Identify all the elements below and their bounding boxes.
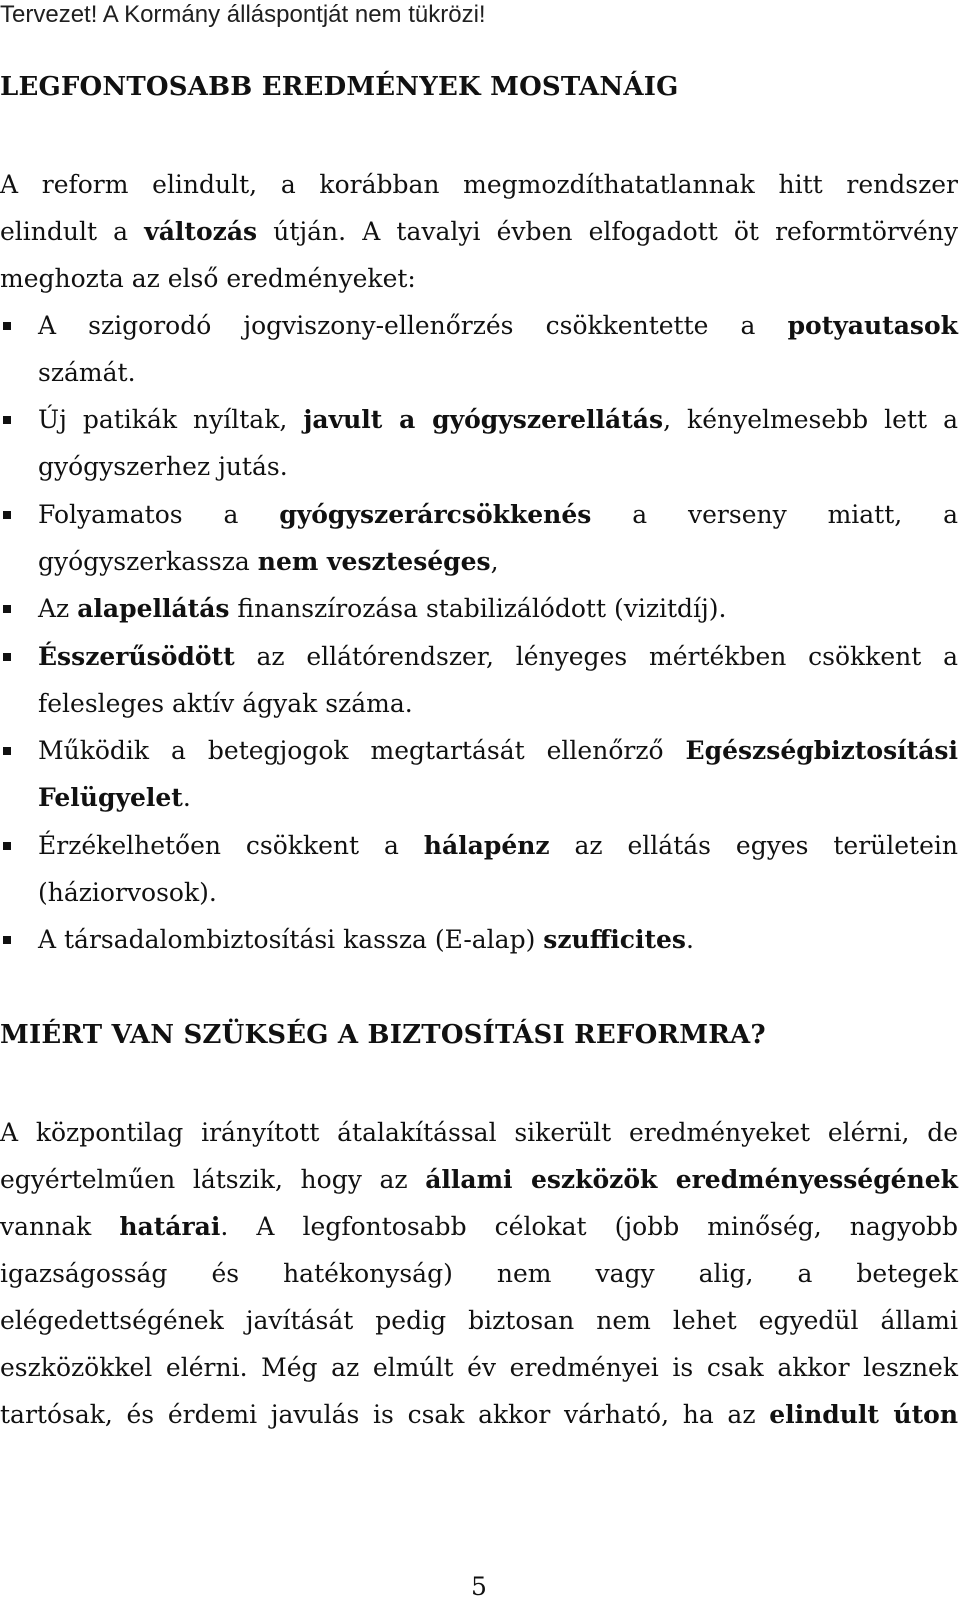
bullet-marker	[3, 322, 11, 330]
bullet-6-line-1: Működik a betegjogok megtartását ellenőrző Egészségbiztosítási	[38, 736, 958, 765]
para2-line-7: tartósak, és érdemi javulás is csak akkor várható, ha az elindult úton	[0, 1400, 958, 1429]
bullet-3-line-2: gyógyszerkassza nem veszteséges,	[38, 547, 499, 576]
intro-emphasis: változás	[144, 217, 258, 246]
bullet-3-line-1: Folyamatos a gyógyszerárcsökkenés a verseny miatt, a	[38, 500, 959, 529]
bullet-marker	[3, 511, 11, 519]
page-number: 5	[471, 1572, 487, 1601]
bullet-marker	[3, 747, 11, 755]
para2-line-2: egyértelműen látszik, hogy az állami eszközök eredményességének	[0, 1165, 958, 1194]
bullet-marker	[3, 605, 11, 613]
draft-notice: Tervezet! A Kormány álláspontját nem tükrözi!	[0, 1, 486, 28]
bullet-4-line-1: Az alapellátás finanszírozása stabilizálódott (vizitdíj).	[38, 594, 727, 623]
bullet-2-line-2: gyógyszerhez jutás.	[38, 452, 288, 481]
bullet-marker	[3, 416, 11, 424]
bullet-5-line-1: Ésszerűsödött az ellátórendszer, lényeges mértékben csökkent a	[38, 642, 958, 671]
para2-line-4: igazságosság és hatékonyság) nem vagy alig, a betegek	[0, 1259, 958, 1288]
para2-line-6: eszközökkel elérni. Még az elmúlt év eredményei is csak akkor lesznek	[0, 1353, 958, 1382]
para2-line-3: vannak határai. A legfontosabb célokat (jobb minőség, nagyobb	[0, 1212, 958, 1241]
bullet-8-line-1: A társadalombiztosítási kassza (E-alap) szufficites.	[38, 925, 694, 954]
section-heading-results: LEGFONTOSABB EREDMÉNYEK MOSTANÁIG	[0, 72, 679, 102]
para2-line-5: elégedettségének javítását pedig biztosan nem lehet egyedül állami	[0, 1306, 958, 1335]
section-heading-why: MIÉRT VAN SZÜKSÉG A BIZTOSÍTÁSI REFORMRA?	[0, 1020, 766, 1050]
bullet-marker	[3, 936, 11, 944]
intro-line-2: elindult a változás útján. A tavalyi évben elfogadott öt reformtörvény	[0, 217, 958, 246]
bullet-marker	[3, 653, 11, 661]
para2-line-1: A központilag irányított átalakítással sikerült eredményeket elérni, de	[0, 1118, 958, 1147]
intro-line-3: meghozta az első eredményeket:	[0, 264, 416, 293]
bullet-5-line-2: felesleges aktív ágyak száma.	[38, 689, 413, 718]
bullet-7-line-1: Érzékelhetően csökkent a hálapénz az ellátás egyes területein	[38, 831, 958, 860]
intro-line-1: A reform elindult, a korábban megmozdíthatatlannak hitt rendszer	[0, 170, 958, 199]
bullet-marker	[3, 842, 11, 850]
bullet-6-line-2: Felügyelet.	[38, 783, 191, 812]
bullet-1-line-1: A szigorodó jogviszony-ellenőrzés csökkentette a potyautasok	[38, 311, 958, 340]
bullet-2-line-1: Új patikák nyíltak, javult a gyógyszerellátás, kényelmesebb lett a	[38, 405, 959, 434]
bullet-1-line-2: számát.	[38, 358, 136, 387]
bullet-7-line-2: (háziorvosok).	[38, 878, 217, 907]
